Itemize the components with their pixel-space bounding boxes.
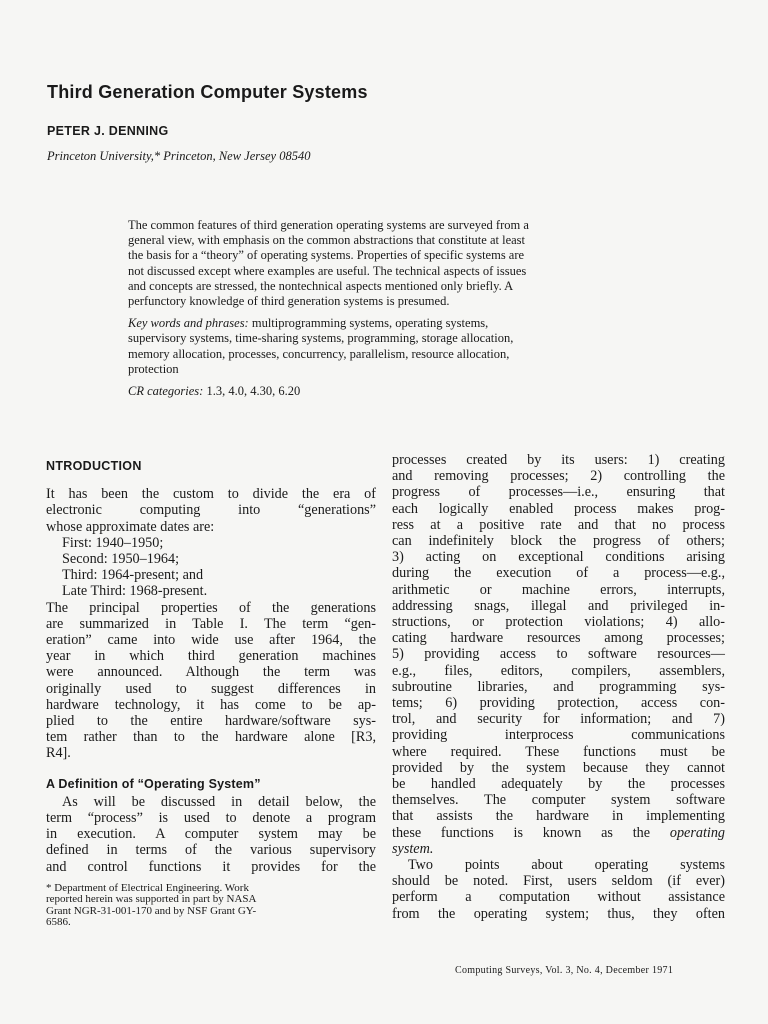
right-column	[392, 452, 725, 922]
generations-paragraph	[46, 600, 376, 762]
text-line: processes created by its users: 1) creating	[392, 452, 725, 468]
text-line: themselves. The computer system software	[392, 792, 725, 809]
emphasis-text: operating	[669, 824, 726, 841]
text-line: plied to the entire hardware/software sys-	[46, 713, 376, 730]
text-line: should be noted. First, users seldom (if ever)	[392, 873, 725, 890]
intro-paragraph	[46, 486, 376, 535]
list-item: Second: 1950–1964;	[62, 551, 180, 568]
author-name: PETER J. DENNING	[47, 124, 169, 138]
text-line: are summarized in Table I. The term “gen-	[46, 615, 376, 632]
abstract-line: the basis for a “theory” of operating systems. Properties of specific systems are	[128, 248, 525, 263]
text-line: e.g., files, editors, compilers, assemblers,	[392, 662, 725, 679]
text-line: As will be discussed in detail below, the	[62, 793, 376, 810]
text-line: defined in terms of the various supervisory	[46, 842, 376, 859]
text-line: progress of processes—i.e., ensuring that	[392, 484, 725, 501]
left-column	[46, 452, 376, 929]
text-line: tems; 6) providing protection, access con-	[392, 695, 725, 712]
text-line: providing interprocess communications	[392, 727, 725, 744]
paper-title: Third Generation Computer Systems	[47, 82, 368, 102]
list-item: Third: 1964-present; and	[62, 567, 204, 584]
text-line: addressing snags, illegal and privileged in-	[392, 597, 725, 614]
text-line: and control functions it provides for the	[46, 858, 376, 875]
text-line: The principal properties of the generations	[46, 599, 376, 616]
text-line: Two points about operating systems	[408, 857, 725, 874]
text-line: were announced. Although the term was	[46, 664, 376, 681]
author-affiliation: Princeton University,* Princeton, New Jersey 08540	[47, 149, 311, 163]
text-line: these functions is known as the	[392, 824, 651, 841]
list-item: Late Third: 1968-present.	[62, 583, 208, 600]
keywords-line: protection	[128, 361, 179, 376]
keywords-line: supervisory systems, time-sharing systems, programming, storage allocation,	[128, 331, 514, 346]
generations-list	[46, 535, 376, 600]
text-line: eration” came into wide use after 1964, the	[46, 632, 376, 649]
text-line: 3) acting on exceptional conditions arising	[392, 549, 725, 566]
subsection-heading: A Definition of “Operating System”	[46, 776, 261, 791]
abstract-line: and concepts are stressed, the nontechnical aspects mentioned only briefly. A	[128, 278, 514, 293]
keywords-line: multiprogramming systems, operating systems,	[251, 316, 489, 331]
text-line: R4].	[46, 745, 71, 762]
text-line: structions, or protection violations; 4) allo-	[392, 614, 725, 631]
abstract-line: not discussed except where examples are useful. The technical aspects of issues	[128, 263, 527, 278]
footnote-line: Grant NGR-31-001-170 and by NSF Grant GY-	[46, 904, 257, 917]
keywords	[128, 316, 676, 377]
text-line: ress at a positive rate and that no process	[392, 516, 725, 533]
text-line: term “process” is used to denote a program	[46, 810, 376, 827]
text-line: hardware technology, it has come to be ap-	[46, 696, 376, 713]
text-line: tem rather than to the hardware alone [R3,	[46, 729, 376, 746]
footnote-line: reported herein was supported in part by NASA	[46, 893, 257, 906]
text-line: where required. These functions must be	[392, 743, 725, 760]
abstract-line: general view, with emphasis on the common abstractions that constitute at least	[128, 233, 526, 248]
footnote-line: 6586.	[46, 916, 71, 929]
text-line: year in which third generation machines	[46, 648, 376, 665]
text-line: arithmetic or machine errors, interrupts,	[392, 581, 725, 598]
text-line: during the execution of a process—e.g.,	[392, 565, 725, 582]
text-line: originally used to suggest differences in	[46, 680, 376, 697]
text-line: each logically enabled process makes prog-	[392, 500, 725, 517]
text-line: perform a computation without assistance	[392, 889, 725, 906]
text-line: provided by the system because they cannot	[392, 759, 725, 776]
definition-paragraph	[46, 794, 376, 875]
list-item: First: 1940–1950;	[62, 534, 164, 551]
text-line: and removing processes; 2) controlling the	[392, 468, 725, 485]
text-line: in execution. A computer system may be	[46, 826, 376, 843]
text-line: electronic computing into “generations”	[46, 502, 376, 519]
cr-value: 1.3, 4.0, 4.30, 6.20	[206, 384, 301, 399]
text-line: whose approximate dates are:	[46, 518, 215, 535]
text-line: from the operating system; thus, they often	[392, 905, 725, 922]
functions-paragraph	[392, 452, 725, 857]
text-line: that assists the hardware in implementing	[392, 808, 725, 825]
text-line: subroutine libraries, and programming sys-	[392, 678, 725, 695]
footnote	[46, 883, 376, 929]
points-paragraph	[392, 857, 725, 922]
section-heading-introduction: NTRODUCTION	[46, 459, 142, 473]
abstract	[128, 218, 676, 399]
emphasis-text: system.	[392, 840, 434, 857]
text-line: be handled adequately by the processes	[392, 776, 725, 793]
cr-label: CR categories:	[128, 384, 204, 399]
keywords-line: memory allocation, processes, concurrency, parallelism, resource allocation,	[128, 346, 510, 361]
abstract-line: The common features of third generation operating systems are surveyed from a	[128, 218, 529, 232]
keywords-label: Key words and phrases:	[128, 316, 249, 331]
text-line: trol, and security for information; and 7)	[392, 711, 725, 728]
abstract-text	[128, 218, 676, 309]
text-line: can indefinitely block the progress of others;	[392, 533, 725, 550]
text-line: 5) providing access to software resources—	[392, 646, 725, 663]
abstract-line: perfunctory knowledge of third generation systems is presumed.	[128, 294, 450, 309]
text-line: It has been the custom to divide the era of	[46, 486, 376, 503]
text-line: cating hardware resources among processes;	[392, 630, 725, 647]
running-footer: Computing Surveys, Vol. 3, No. 4, December 1971	[455, 965, 674, 976]
cr-categories	[128, 384, 676, 399]
footnote-line: * Department of Electrical Engineering. Work	[46, 881, 249, 894]
